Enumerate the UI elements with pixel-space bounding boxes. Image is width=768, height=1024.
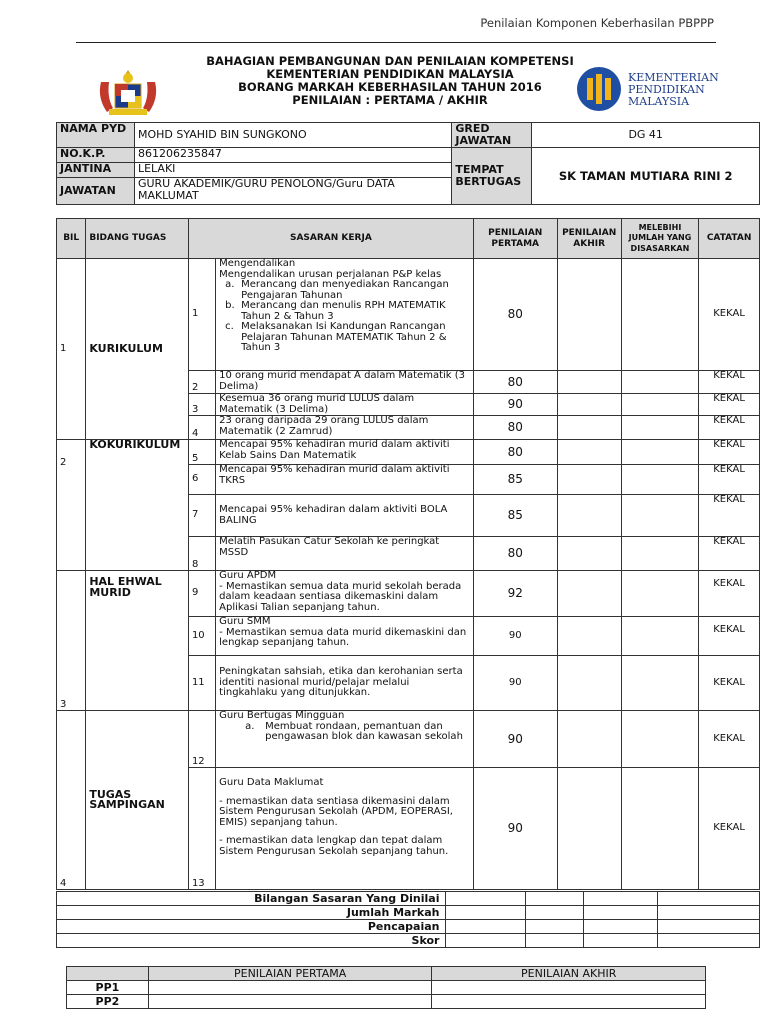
gred-value: DG 41	[532, 123, 760, 148]
page-header: Penilaian Komponen Keberhasilan PBPPP	[480, 16, 714, 30]
col-sasaran: SASARAN KERJA	[188, 219, 473, 259]
table-row: 2 KOKURIKULUM 5 Mencapai 95% kehadiran murid dalam aktiviti Kelab Sains Dan Matematik 80 KEKAL	[57, 440, 760, 465]
pp-header-akhir: PENILAIAN AKHIR	[432, 967, 706, 981]
table-row: 10 Guru SMM - Memastikan semua data murid dikemaskini dan lengkap sepanjang tahun. 90 KEKAL	[57, 617, 760, 656]
table-row: 2 10 orang murid mendapat A dalam Matematik (3 Delima) 80 KEKAL	[57, 371, 760, 394]
jantina-value: LELAKI	[134, 163, 451, 178]
item-no: 1	[188, 259, 215, 371]
item-catatan: KEKAL	[699, 259, 760, 371]
table-row: 7 Mencapai 95% kehadiran dalam aktiviti BOLA BALING 85 KEKAL	[57, 495, 760, 537]
pp-header-pertama: PENILAIAN PERTAMA	[148, 967, 432, 981]
table-row: 13 Guru Data Maklumat - memastikan data sentiasa dikemasini dalam Sistem Pengurusan Sekolah (APDM, EOPERASI, EMIS) sepanjang tahun. - memastikan data lengkap dan tepat dalam Sistem Pengurusan Sekolah sepanjang tahun. 90 KEKAL	[57, 768, 760, 890]
summary-table	[56, 891, 760, 948]
group-bil-4: 4	[57, 711, 86, 890]
header-rule	[76, 42, 716, 43]
table-row: 3 HAL EHWAL MURID 9 Guru APDM - Memastikan semua data murid sekolah berada dalam keadaan sentiasa dikemaskini dalam Aplikasi Talian sepanjang tahun. 92 KEKAL	[57, 571, 760, 617]
table-row: 8 Melatih Pasukan Catur Sekolah ke peringkat MSSD 80 KEKAL	[57, 537, 760, 571]
table-row	[57, 259, 760, 371]
col-bidang: BIDANG TUGAS	[86, 219, 189, 259]
table-row: 11 Peningkatan sahsiah, etika dan kerohanian serta identiti nasional murid/pelajar melalui tingkahlaku yang ditunjukkan. 90 KEKAL	[57, 656, 760, 711]
nama-value: MOHD SYAHID BIN SUNGKONO	[134, 123, 451, 148]
group-bidang-3: HAL EHWAL MURID	[86, 571, 189, 711]
summary-bilangan: Bilangan Sasaran Yang Dinilai	[57, 892, 446, 906]
group-bil-2: 2	[57, 440, 86, 571]
info-table	[56, 122, 760, 205]
item-melebihi	[621, 259, 699, 371]
target-table	[56, 218, 760, 890]
item-akhir	[557, 259, 621, 371]
pp-row-label: PP1	[67, 981, 149, 995]
title-line-3: BORANG MARKAH KEBERHASILAN TAHUN 2016	[238, 80, 542, 94]
group-bil-1: 1	[57, 259, 86, 440]
table-row: 4 23 orang daripada 29 orang LULUS dalam Matematik (2 Zamrud) 80 KEKAL	[57, 416, 760, 440]
group-bidang-1: KURIKULUM	[86, 259, 189, 440]
table-row: 4 TUGAS SAMPINGAN 12 Guru Bertugas Mingguan a. Membuat rondaan, pemantuan dan pengawasan blok dan kawasan sekolah 90 KEKAL	[57, 711, 760, 768]
form-titles	[180, 55, 600, 107]
kpm-logo-icon	[574, 66, 624, 112]
group-bidang-2: KOKURIKULUM	[86, 440, 189, 571]
col-pertama: PENILAIAN PERTAMA	[473, 219, 557, 259]
col-melebihi: MELEBIHI JUMLAH YANG DISASARKAN	[621, 219, 699, 259]
group-bil-3: 3	[57, 571, 86, 711]
title-line-1: BAHAGIAN PEMBANGUNAN DAN PENILAIAN KOMPETENSI	[206, 54, 574, 68]
table-row: 6 Mencapai 95% kehadiran murid dalam aktiviti TKRS 85 KEKAL	[57, 465, 760, 495]
pp-table	[66, 966, 706, 1009]
nokp-value: 861206235847	[134, 148, 451, 163]
tempat-value: SK TAMAN MUTIARA RINI 2	[532, 148, 760, 205]
item-pertama: 80	[473, 259, 557, 371]
nokp-label: NO.K.P.	[57, 148, 135, 163]
jantina-label: JANTINA	[57, 163, 135, 178]
title-line-2: KEMENTERIAN PENDIDIKAN MALAYSIA	[266, 67, 514, 81]
gred-label: GRED JAWATAN	[452, 123, 532, 148]
jawatan-label: JAWATAN	[57, 178, 135, 205]
summary-pencapaian: Pencapaian	[57, 920, 446, 934]
item-text: Mengendalikan Mengendalikan urusan perjalanan P&P kelas a. Merancang dan menyediakan Rancangan Pengajaran Tahunan b. Merancang dan menulis RPH MATEMATIK Tahun 2 & Tahun 3 c. Melaksanakan Isi Kandungan Rancangan Pelajaran Tahunan MATEMATIK Tahun 2 & Tahun 3	[216, 259, 474, 371]
col-bil: BIL	[57, 219, 86, 259]
tempat-label: TEMPAT BERTUGAS	[452, 148, 532, 205]
coat-of-arms-logo	[95, 68, 161, 118]
title-line-4: PENILAIAN : PERTAMA / AKHIR	[292, 93, 488, 107]
col-catatan: CATATAN	[699, 219, 760, 259]
group-bidang-4: TUGAS SAMPINGAN	[86, 711, 189, 890]
kpm-logo-text: KEMENTERIAN PENDIDIKAN MALAYSIA	[628, 71, 719, 108]
nama-label: NAMA PYD	[57, 123, 135, 148]
jawatan-value: GURU AKADEMIK/GURU PENOLONG/Guru DATA MAKLUMAT	[134, 178, 451, 205]
col-akhir: PENILAIAN AKHIR	[557, 219, 621, 259]
summary-jumlah: Jumlah Markah	[57, 906, 446, 920]
summary-skor: Skor	[57, 934, 446, 948]
pp-row-label: PP2	[67, 995, 149, 1009]
table-row: 3 Kesemua 36 orang murid LULUS dalam Matematik (3 Delima) 90 KEKAL	[57, 394, 760, 416]
